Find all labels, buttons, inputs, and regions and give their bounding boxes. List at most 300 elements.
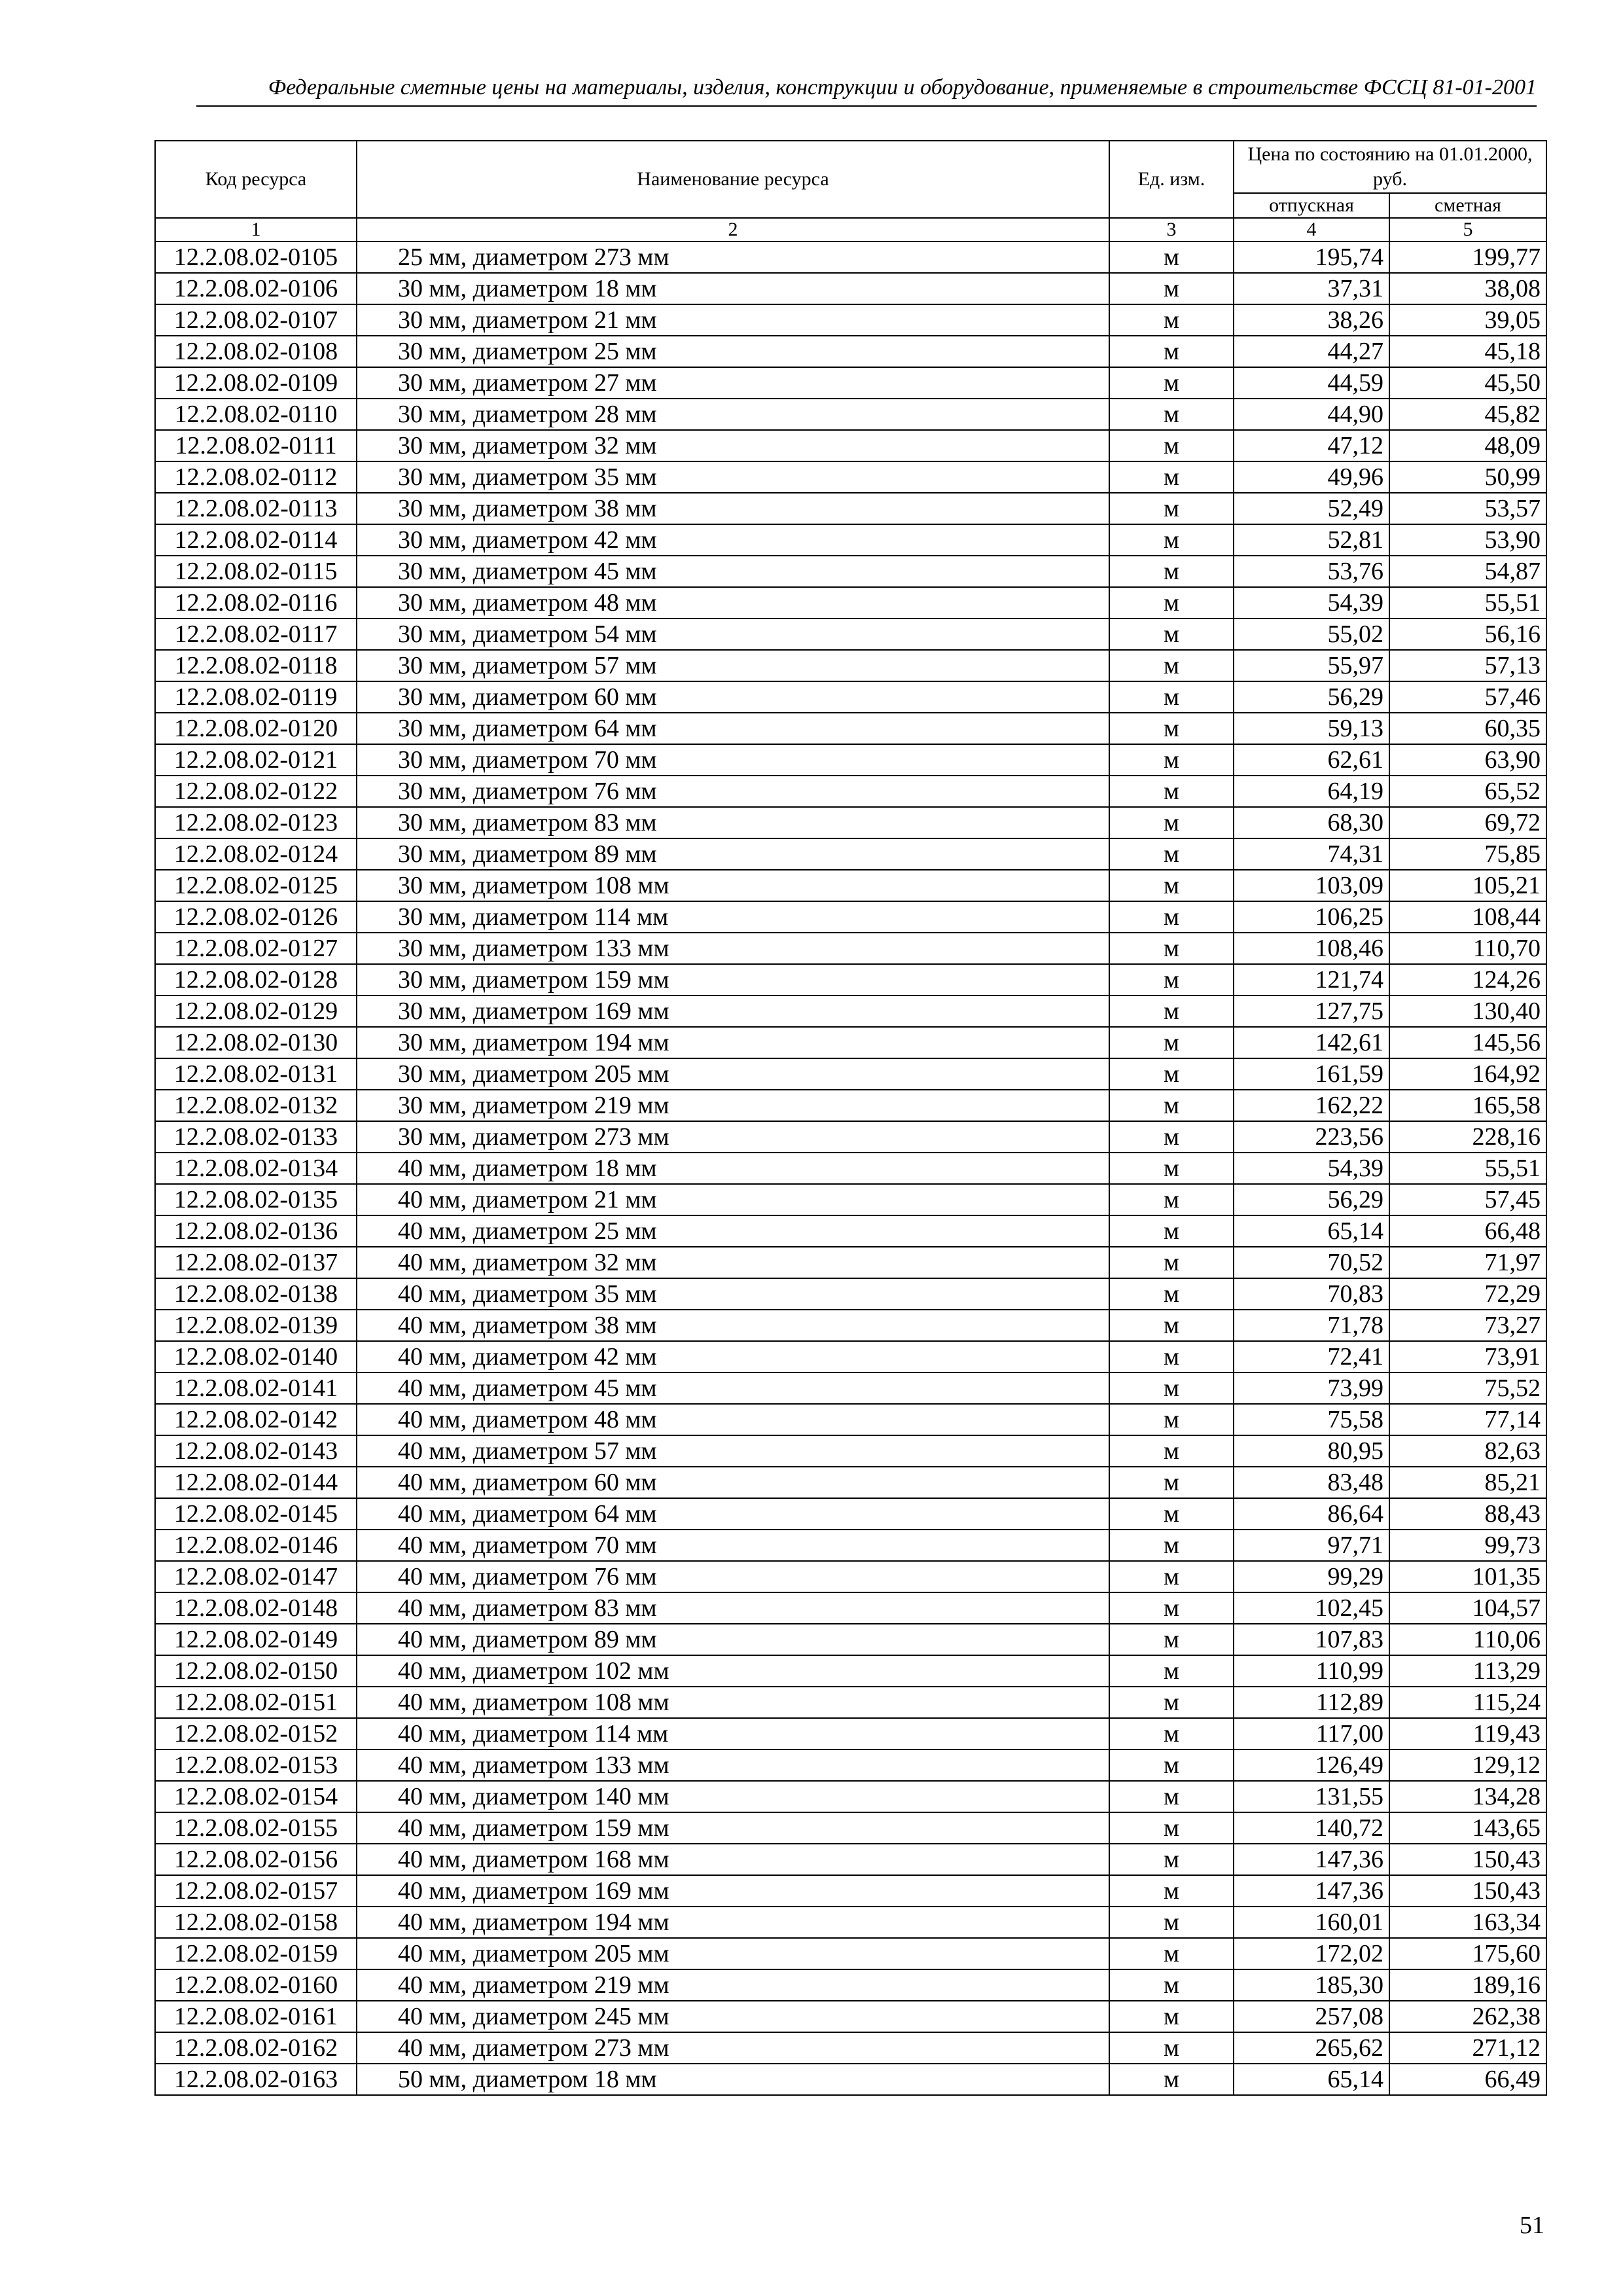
unit-cell: м xyxy=(1109,430,1234,461)
table-row xyxy=(155,399,1546,430)
resource-name-cell: 30 мм, диаметром 194 мм xyxy=(357,1027,1109,1058)
price-estimate-cell: 73,27 xyxy=(1389,1310,1546,1341)
price-release-cell: 127,75 xyxy=(1234,996,1389,1027)
price-estimate-cell: 75,52 xyxy=(1389,1372,1546,1404)
price-estimate-cell: 66,48 xyxy=(1389,1215,1546,1247)
price-release-cell: 99,29 xyxy=(1234,1561,1389,1592)
price-release-cell: 72,41 xyxy=(1234,1341,1389,1372)
table-row xyxy=(155,2001,1546,2032)
resource-code-cell: 12.2.08.02-0146 xyxy=(155,1530,357,1561)
price-estimate-cell: 55,51 xyxy=(1389,1153,1546,1184)
resource-code-cell: 12.2.08.02-0155 xyxy=(155,1812,357,1844)
resource-code-cell: 12.2.08.02-0124 xyxy=(155,838,357,870)
resource-name-cell: 40 мм, диаметром 48 мм xyxy=(357,1404,1109,1435)
resource-code-cell: 12.2.08.02-0113 xyxy=(155,493,357,524)
unit-cell: м xyxy=(1109,1592,1234,1624)
price-estimate-cell: 53,57 xyxy=(1389,493,1546,524)
table-row xyxy=(155,744,1546,776)
unit-cell: м xyxy=(1109,1341,1234,1372)
column-number: 2 xyxy=(357,218,1109,242)
unit-cell: м xyxy=(1109,1184,1234,1215)
resource-name-cell: 30 мм, диаметром 169 мм xyxy=(357,996,1109,1027)
unit-cell: м xyxy=(1109,1812,1234,1844)
table-row xyxy=(155,1812,1546,1844)
price-release-cell: 70,52 xyxy=(1234,1247,1389,1278)
unit-cell: м xyxy=(1109,1749,1234,1781)
price-release-cell: 103,09 xyxy=(1234,870,1389,901)
price-release-cell: 172,02 xyxy=(1234,1938,1389,1969)
table-row xyxy=(155,619,1546,650)
unit-cell: м xyxy=(1109,1372,1234,1404)
resource-code-cell: 12.2.08.02-0139 xyxy=(155,1310,357,1341)
resource-name-cell: 40 мм, диаметром 133 мм xyxy=(357,1749,1109,1781)
price-release-cell: 68,30 xyxy=(1234,807,1389,838)
price-estimate-cell: 124,26 xyxy=(1389,964,1546,996)
resource-name-cell: 40 мм, диаметром 168 мм xyxy=(357,1844,1109,1875)
price-estimate-cell: 99,73 xyxy=(1389,1530,1546,1561)
resource-name-cell: 40 мм, диаметром 83 мм xyxy=(357,1592,1109,1624)
table-row xyxy=(155,556,1546,587)
resource-name-cell: 40 мм, диаметром 35 мм xyxy=(357,1278,1109,1310)
price-estimate-cell: 129,12 xyxy=(1389,1749,1546,1781)
unit-cell: м xyxy=(1109,1435,1234,1467)
resource-code-cell: 12.2.08.02-0151 xyxy=(155,1687,357,1718)
table-row xyxy=(155,1907,1546,1938)
unit-cell: м xyxy=(1109,2032,1234,2064)
table-row xyxy=(155,1467,1546,1498)
price-estimate-cell: 88,43 xyxy=(1389,1498,1546,1530)
resource-name-cell: 40 мм, диаметром 159 мм xyxy=(357,1812,1109,1844)
table-row xyxy=(155,681,1546,713)
price-estimate-cell: 163,34 xyxy=(1389,1907,1546,1938)
resource-name-cell: 40 мм, диаметром 245 мм xyxy=(357,2001,1109,2032)
resource-name-cell: 30 мм, диаметром 114 мм xyxy=(357,901,1109,933)
price-estimate-cell: 65,52 xyxy=(1389,776,1546,807)
price-estimate-cell: 262,38 xyxy=(1389,2001,1546,2032)
resource-code-cell: 12.2.08.02-0157 xyxy=(155,1875,357,1907)
unit-cell: м xyxy=(1109,556,1234,587)
unit-cell: м xyxy=(1109,776,1234,807)
resource-code-cell: 12.2.08.02-0149 xyxy=(155,1624,357,1655)
unit-cell: м xyxy=(1109,838,1234,870)
resource-name-cell: 30 мм, диаметром 21 мм xyxy=(357,304,1109,336)
resource-name-cell: 30 мм, диаметром 205 мм xyxy=(357,1058,1109,1090)
unit-cell: м xyxy=(1109,619,1234,650)
table-row xyxy=(155,776,1546,807)
price-estimate-cell: 53,90 xyxy=(1389,524,1546,556)
resource-name-cell: 30 мм, диаметром 76 мм xyxy=(357,776,1109,807)
table-row xyxy=(155,1404,1546,1435)
resource-code-cell: 12.2.08.02-0130 xyxy=(155,1027,357,1058)
column-number: 5 xyxy=(1389,218,1546,242)
resource-name-cell: 30 мм, диаметром 70 мм xyxy=(357,744,1109,776)
table-row xyxy=(155,430,1546,461)
unit-cell: м xyxy=(1109,1561,1234,1592)
table-row xyxy=(155,1215,1546,1247)
price-estimate-cell: 75,85 xyxy=(1389,838,1546,870)
resource-code-cell: 12.2.08.02-0162 xyxy=(155,2032,357,2064)
resource-name-cell: 40 мм, диаметром 25 мм xyxy=(357,1215,1109,1247)
price-estimate-cell: 271,12 xyxy=(1389,2032,1546,2064)
table-row xyxy=(155,1592,1546,1624)
resource-name-cell: 30 мм, диаметром 133 мм xyxy=(357,933,1109,964)
header-rule xyxy=(196,105,1537,107)
price-estimate-cell: 164,92 xyxy=(1389,1058,1546,1090)
table-row xyxy=(155,713,1546,744)
price-release-cell: 257,08 xyxy=(1234,2001,1389,2032)
resource-name-cell: 40 мм, диаметром 219 мм xyxy=(357,1969,1109,2001)
resource-code-cell: 12.2.08.02-0117 xyxy=(155,619,357,650)
header-price-release: отпускная xyxy=(1234,193,1389,218)
resource-name-cell: 30 мм, диаметром 108 мм xyxy=(357,870,1109,901)
resource-code-cell: 12.2.08.02-0107 xyxy=(155,304,357,336)
resource-name-cell: 30 мм, диаметром 35 мм xyxy=(357,461,1109,493)
unit-cell: м xyxy=(1109,1404,1234,1435)
price-estimate-cell: 38,08 xyxy=(1389,273,1546,304)
price-release-cell: 142,61 xyxy=(1234,1027,1389,1058)
table-row xyxy=(155,1781,1546,1812)
price-estimate-cell: 110,06 xyxy=(1389,1624,1546,1655)
price-estimate-cell: 228,16 xyxy=(1389,1121,1546,1153)
price-estimate-cell: 73,91 xyxy=(1389,1341,1546,1372)
resource-code-cell: 12.2.08.02-0140 xyxy=(155,1341,357,1372)
resource-name-cell: 40 мм, диаметром 169 мм xyxy=(357,1875,1109,1907)
resource-code-cell: 12.2.08.02-0120 xyxy=(155,713,357,744)
table-row xyxy=(155,1121,1546,1153)
resource-code-cell: 12.2.08.02-0126 xyxy=(155,901,357,933)
unit-cell: м xyxy=(1109,273,1234,304)
price-release-cell: 55,97 xyxy=(1234,650,1389,681)
price-release-cell: 38,26 xyxy=(1234,304,1389,336)
table-row xyxy=(155,964,1546,996)
resource-name-cell: 40 мм, диаметром 114 мм xyxy=(357,1718,1109,1749)
unit-cell: м xyxy=(1109,1153,1234,1184)
unit-cell: м xyxy=(1109,2001,1234,2032)
running-header: Федеральные сметные цены на материалы, изделия, конструкции и оборудование, применяемые в строительстве ФССЦ 81-01-2001 xyxy=(268,75,1537,99)
table-row xyxy=(155,461,1546,493)
resource-name-cell: 30 мм, диаметром 57 мм xyxy=(357,650,1109,681)
resource-code-cell: 12.2.08.02-0152 xyxy=(155,1718,357,1749)
price-estimate-cell: 199,77 xyxy=(1389,242,1546,273)
price-estimate-cell: 69,72 xyxy=(1389,807,1546,838)
resource-code-cell: 12.2.08.02-0108 xyxy=(155,336,357,367)
table-row xyxy=(155,901,1546,933)
price-release-cell: 55,02 xyxy=(1234,619,1389,650)
price-release-cell: 147,36 xyxy=(1234,1875,1389,1907)
resource-code-cell: 12.2.08.02-0112 xyxy=(155,461,357,493)
resource-name-cell: 40 мм, диаметром 64 мм xyxy=(357,1498,1109,1530)
price-release-cell: 54,39 xyxy=(1234,1153,1389,1184)
column-number: 1 xyxy=(155,218,357,242)
price-release-cell: 126,49 xyxy=(1234,1749,1389,1781)
resource-code-cell: 12.2.08.02-0114 xyxy=(155,524,357,556)
price-release-cell: 102,45 xyxy=(1234,1592,1389,1624)
header-price-group: Цена по состоянию на 01.01.2000, руб. xyxy=(1234,141,1546,193)
table-row xyxy=(155,1372,1546,1404)
table-row xyxy=(155,524,1546,556)
resource-name-cell: 40 мм, диаметром 273 мм xyxy=(357,2032,1109,2064)
unit-cell: м xyxy=(1109,744,1234,776)
price-release-cell: 49,96 xyxy=(1234,461,1389,493)
unit-cell: м xyxy=(1109,933,1234,964)
price-estimate-cell: 113,29 xyxy=(1389,1655,1546,1687)
header-price-estimate: сметная xyxy=(1389,193,1546,218)
resource-code-cell: 12.2.08.02-0121 xyxy=(155,744,357,776)
price-release-cell: 117,00 xyxy=(1234,1718,1389,1749)
resource-code-cell: 12.2.08.02-0147 xyxy=(155,1561,357,1592)
unit-cell: м xyxy=(1109,1121,1234,1153)
price-release-cell: 131,55 xyxy=(1234,1781,1389,1812)
table-row xyxy=(155,2032,1546,2064)
unit-cell: м xyxy=(1109,367,1234,399)
table-row xyxy=(155,1561,1546,1592)
table-row xyxy=(155,1278,1546,1310)
price-estimate-cell: 175,60 xyxy=(1389,1938,1546,1969)
price-release-cell: 112,89 xyxy=(1234,1687,1389,1718)
resource-code-cell: 12.2.08.02-0141 xyxy=(155,1372,357,1404)
resource-code-cell: 12.2.08.02-0159 xyxy=(155,1938,357,1969)
resource-name-cell: 40 мм, диаметром 194 мм xyxy=(357,1907,1109,1938)
resource-name-cell: 40 мм, диаметром 60 мм xyxy=(357,1467,1109,1498)
resource-name-cell: 30 мм, диаметром 159 мм xyxy=(357,964,1109,996)
price-release-cell: 74,31 xyxy=(1234,838,1389,870)
unit-cell: м xyxy=(1109,1938,1234,1969)
resource-code-cell: 12.2.08.02-0110 xyxy=(155,399,357,430)
price-estimate-cell: 134,28 xyxy=(1389,1781,1546,1812)
resource-code-cell: 12.2.08.02-0125 xyxy=(155,870,357,901)
resource-code-cell: 12.2.08.02-0132 xyxy=(155,1090,357,1121)
unit-cell: м xyxy=(1109,681,1234,713)
resource-code-cell: 12.2.08.02-0143 xyxy=(155,1435,357,1467)
price-estimate-cell: 110,70 xyxy=(1389,933,1546,964)
unit-cell: м xyxy=(1109,336,1234,367)
header-code: Код ресурса xyxy=(155,141,357,218)
unit-cell: м xyxy=(1109,996,1234,1027)
price-estimate-cell: 72,29 xyxy=(1389,1278,1546,1310)
resource-name-cell: 30 мм, диаметром 25 мм xyxy=(357,336,1109,367)
resource-name-cell: 40 мм, диаметром 76 мм xyxy=(357,1561,1109,1592)
resource-code-cell: 12.2.08.02-0163 xyxy=(155,2064,357,2095)
resource-code-cell: 12.2.08.02-0158 xyxy=(155,1907,357,1938)
unit-cell: м xyxy=(1109,870,1234,901)
resource-code-cell: 12.2.08.02-0115 xyxy=(155,556,357,587)
table-row xyxy=(155,493,1546,524)
price-release-cell: 64,19 xyxy=(1234,776,1389,807)
table-row xyxy=(155,996,1546,1027)
table-header xyxy=(155,141,1546,242)
resource-code-cell: 12.2.08.02-0161 xyxy=(155,2001,357,2032)
price-estimate-cell: 189,16 xyxy=(1389,1969,1546,2001)
resource-code-cell: 12.2.08.02-0128 xyxy=(155,964,357,996)
price-release-cell: 52,81 xyxy=(1234,524,1389,556)
table-row xyxy=(155,587,1546,619)
resource-code-cell: 12.2.08.02-0153 xyxy=(155,1749,357,1781)
price-estimate-cell: 150,43 xyxy=(1389,1844,1546,1875)
unit-cell: м xyxy=(1109,713,1234,744)
price-estimate-cell: 143,65 xyxy=(1389,1812,1546,1844)
resource-code-cell: 12.2.08.02-0138 xyxy=(155,1278,357,1310)
price-estimate-cell: 108,44 xyxy=(1389,901,1546,933)
price-release-cell: 97,71 xyxy=(1234,1530,1389,1561)
price-release-cell: 47,12 xyxy=(1234,430,1389,461)
price-release-cell: 86,64 xyxy=(1234,1498,1389,1530)
table-row xyxy=(155,1530,1546,1561)
price-estimate-cell: 130,40 xyxy=(1389,996,1546,1027)
price-estimate-cell: 45,50 xyxy=(1389,367,1546,399)
unit-cell: м xyxy=(1109,650,1234,681)
resource-code-cell: 12.2.08.02-0123 xyxy=(155,807,357,838)
table-row xyxy=(155,1435,1546,1467)
price-release-cell: 70,83 xyxy=(1234,1278,1389,1310)
price-release-cell: 37,31 xyxy=(1234,273,1389,304)
unit-cell: м xyxy=(1109,524,1234,556)
resource-name-cell: 40 мм, диаметром 108 мм xyxy=(357,1687,1109,1718)
resource-code-cell: 12.2.08.02-0118 xyxy=(155,650,357,681)
resource-code-cell: 12.2.08.02-0119 xyxy=(155,681,357,713)
price-release-cell: 59,13 xyxy=(1234,713,1389,744)
price-estimate-cell: 115,24 xyxy=(1389,1687,1546,1718)
resource-name-cell: 40 мм, диаметром 42 мм xyxy=(357,1341,1109,1372)
unit-cell: м xyxy=(1109,242,1234,273)
resource-name-cell: 30 мм, диаметром 28 мм xyxy=(357,399,1109,430)
price-release-cell: 56,29 xyxy=(1234,1184,1389,1215)
resource-name-cell: 50 мм, диаметром 18 мм xyxy=(357,2064,1109,2095)
resource-code-cell: 12.2.08.02-0136 xyxy=(155,1215,357,1247)
table-row xyxy=(155,1749,1546,1781)
table-row xyxy=(155,1184,1546,1215)
price-estimate-cell: 57,13 xyxy=(1389,650,1546,681)
price-estimate-cell: 71,97 xyxy=(1389,1247,1546,1278)
table-row xyxy=(155,1655,1546,1687)
price-release-cell: 73,99 xyxy=(1234,1372,1389,1404)
table-row xyxy=(155,336,1546,367)
unit-cell: м xyxy=(1109,461,1234,493)
price-release-cell: 52,49 xyxy=(1234,493,1389,524)
unit-cell: м xyxy=(1109,1875,1234,1907)
table-row xyxy=(155,304,1546,336)
price-estimate-cell: 54,87 xyxy=(1389,556,1546,587)
table-row xyxy=(155,1938,1546,1969)
page-number: 51 xyxy=(1520,2212,1544,2239)
price-release-cell: 107,83 xyxy=(1234,1624,1389,1655)
price-release-cell: 110,99 xyxy=(1234,1655,1389,1687)
resource-name-cell: 30 мм, диаметром 273 мм xyxy=(357,1121,1109,1153)
table-row xyxy=(155,650,1546,681)
resource-name-cell: 30 мм, диаметром 48 мм xyxy=(357,587,1109,619)
unit-cell: м xyxy=(1109,1781,1234,1812)
price-estimate-cell: 119,43 xyxy=(1389,1718,1546,1749)
table-row xyxy=(155,1718,1546,1749)
price-estimate-cell: 77,14 xyxy=(1389,1404,1546,1435)
price-release-cell: 54,39 xyxy=(1234,587,1389,619)
price-release-cell: 147,36 xyxy=(1234,1844,1389,1875)
resource-code-cell: 12.2.08.02-0111 xyxy=(155,430,357,461)
resource-name-cell: 30 мм, диаметром 54 мм xyxy=(357,619,1109,650)
price-release-cell: 223,56 xyxy=(1234,1121,1389,1153)
unit-cell: м xyxy=(1109,1687,1234,1718)
resource-name-cell: 30 мм, диаметром 38 мм xyxy=(357,493,1109,524)
resource-name-cell: 30 мм, диаметром 89 мм xyxy=(357,838,1109,870)
price-estimate-cell: 63,90 xyxy=(1389,744,1546,776)
table-row xyxy=(155,273,1546,304)
unit-cell: м xyxy=(1109,1247,1234,1278)
resource-name-cell: 40 мм, диаметром 32 мм xyxy=(357,1247,1109,1278)
resource-name-cell: 40 мм, диаметром 70 мм xyxy=(357,1530,1109,1561)
price-release-cell: 65,14 xyxy=(1234,1215,1389,1247)
resource-code-cell: 12.2.08.02-0135 xyxy=(155,1184,357,1215)
price-release-cell: 161,59 xyxy=(1234,1058,1389,1090)
price-estimate-cell: 105,21 xyxy=(1389,870,1546,901)
price-estimate-cell: 165,58 xyxy=(1389,1090,1546,1121)
price-estimate-cell: 101,35 xyxy=(1389,1561,1546,1592)
table-row xyxy=(155,838,1546,870)
resource-code-cell: 12.2.08.02-0129 xyxy=(155,996,357,1027)
table-row xyxy=(155,807,1546,838)
price-release-cell: 265,62 xyxy=(1234,2032,1389,2064)
unit-cell: м xyxy=(1109,304,1234,336)
unit-cell: м xyxy=(1109,1969,1234,2001)
price-estimate-cell: 39,05 xyxy=(1389,304,1546,336)
resource-code-cell: 12.2.08.02-0109 xyxy=(155,367,357,399)
price-table xyxy=(154,140,1547,2096)
resource-name-cell: 30 мм, диаметром 64 мм xyxy=(357,713,1109,744)
resource-name-cell: 30 мм, диаметром 219 мм xyxy=(357,1090,1109,1121)
resource-name-cell: 30 мм, диаметром 18 мм xyxy=(357,273,1109,304)
resource-code-cell: 12.2.08.02-0122 xyxy=(155,776,357,807)
resource-code-cell: 12.2.08.02-0116 xyxy=(155,587,357,619)
unit-cell: м xyxy=(1109,1278,1234,1310)
table-row xyxy=(155,1247,1546,1278)
table-body xyxy=(155,242,1546,2095)
price-release-cell: 44,59 xyxy=(1234,367,1389,399)
price-estimate-cell: 48,09 xyxy=(1389,430,1546,461)
price-release-cell: 44,90 xyxy=(1234,399,1389,430)
resource-code-cell: 12.2.08.02-0127 xyxy=(155,933,357,964)
resource-code-cell: 12.2.08.02-0148 xyxy=(155,1592,357,1624)
resource-name-cell: 30 мм, диаметром 42 мм xyxy=(357,524,1109,556)
header-unit: Ед. изм. xyxy=(1109,141,1234,218)
table-row xyxy=(155,1844,1546,1875)
resource-code-cell: 12.2.08.02-0156 xyxy=(155,1844,357,1875)
resource-code-cell: 12.2.08.02-0134 xyxy=(155,1153,357,1184)
resource-name-cell: 40 мм, диаметром 89 мм xyxy=(357,1624,1109,1655)
resource-name-cell: 40 мм, диаметром 45 мм xyxy=(357,1372,1109,1404)
table-row xyxy=(155,1624,1546,1655)
resource-code-cell: 12.2.08.02-0154 xyxy=(155,1781,357,1812)
price-estimate-cell: 50,99 xyxy=(1389,461,1546,493)
resource-code-cell: 12.2.08.02-0142 xyxy=(155,1404,357,1435)
resource-name-cell: 30 мм, диаметром 60 мм xyxy=(357,681,1109,713)
resource-code-cell: 12.2.08.02-0106 xyxy=(155,273,357,304)
unit-cell: м xyxy=(1109,964,1234,996)
price-estimate-cell: 57,46 xyxy=(1389,681,1546,713)
price-estimate-cell: 104,57 xyxy=(1389,1592,1546,1624)
resource-code-cell: 12.2.08.02-0133 xyxy=(155,1121,357,1153)
unit-cell: м xyxy=(1109,1907,1234,1938)
price-release-cell: 83,48 xyxy=(1234,1467,1389,1498)
header-name: Наименование ресурса xyxy=(357,141,1109,218)
price-release-cell: 106,25 xyxy=(1234,901,1389,933)
price-release-cell: 121,74 xyxy=(1234,964,1389,996)
resource-name-cell: 40 мм, диаметром 57 мм xyxy=(357,1435,1109,1467)
resource-name-cell: 40 мм, диаметром 205 мм xyxy=(357,1938,1109,1969)
price-release-cell: 162,22 xyxy=(1234,1090,1389,1121)
table-row xyxy=(155,242,1546,273)
table-row xyxy=(155,1027,1546,1058)
unit-cell: м xyxy=(1109,399,1234,430)
resource-name-cell: 40 мм, диаметром 140 мм xyxy=(357,1781,1109,1812)
table-row xyxy=(155,1058,1546,1090)
